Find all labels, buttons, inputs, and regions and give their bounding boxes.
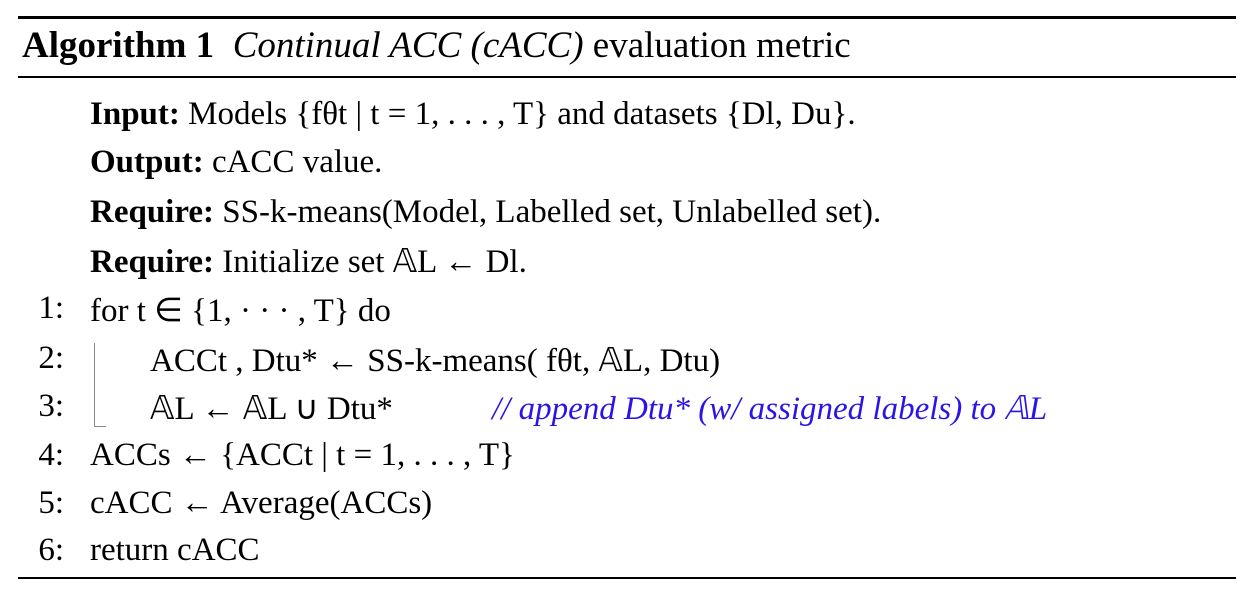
line-3-comment: // append Dtu* (w/ assigned labels) to 𝔸L [492,391,1048,427]
algorithm-line-3: 𝔸L ← 𝔸L ∪ Dtu* [150,391,393,427]
line-number-4: 4: [38,437,64,473]
algorithm-title [22,24,851,67]
line-number-3: 3: [38,388,64,424]
algorithm-line-6: return cACC [90,532,260,568]
algorithm-line-4: ACCs ← {ACCt | t = 1, . . . , T} [90,437,515,473]
line-number-1: 1: [38,290,64,326]
line-number-5: 5: [38,485,64,521]
top-rule [18,16,1236,19]
output-text: cACC value. [211,144,383,180]
require-line-1 [90,194,881,231]
algorithm-title-rest: evaluation metric [592,25,851,66]
input-line [90,96,856,133]
output-keyword: Output: [90,144,204,180]
algorithm-line-2: ACCt , Dtu* ← SS-k-means( fθt, 𝔸L, Dtu) [150,343,721,379]
require-line-2 [90,241,527,281]
algorithm-name: Continual ACC (cACC) [232,25,584,66]
bottom-rule [18,577,1236,579]
input-text: Models {fθt | t = 1, . . . , T} and datasets {Dl, Du}. [188,96,856,132]
algorithm-line-1: for t ∈ {1, · · · , T} do [90,293,391,329]
line-number-2: 2: [38,340,64,376]
input-keyword: Input: [90,96,180,132]
require-keyword-2: Require: [90,244,215,280]
header-rule [18,76,1236,78]
output-line [90,144,382,181]
require-text-2: Initialize set 𝔸L ← Dl. [222,244,527,280]
line-number-6: 6: [38,532,64,568]
require-keyword-1: Require: [90,194,215,230]
require-text-1: SS-k-means(Model, Labelled set, Unlabelled set). [222,194,882,230]
algorithm-label: Algorithm 1 [22,25,215,66]
for-loop-bar [94,343,95,427]
for-loop-bar-foot [94,426,106,427]
algorithm-line-5: cACC ← Average(ACCs) [90,485,433,521]
